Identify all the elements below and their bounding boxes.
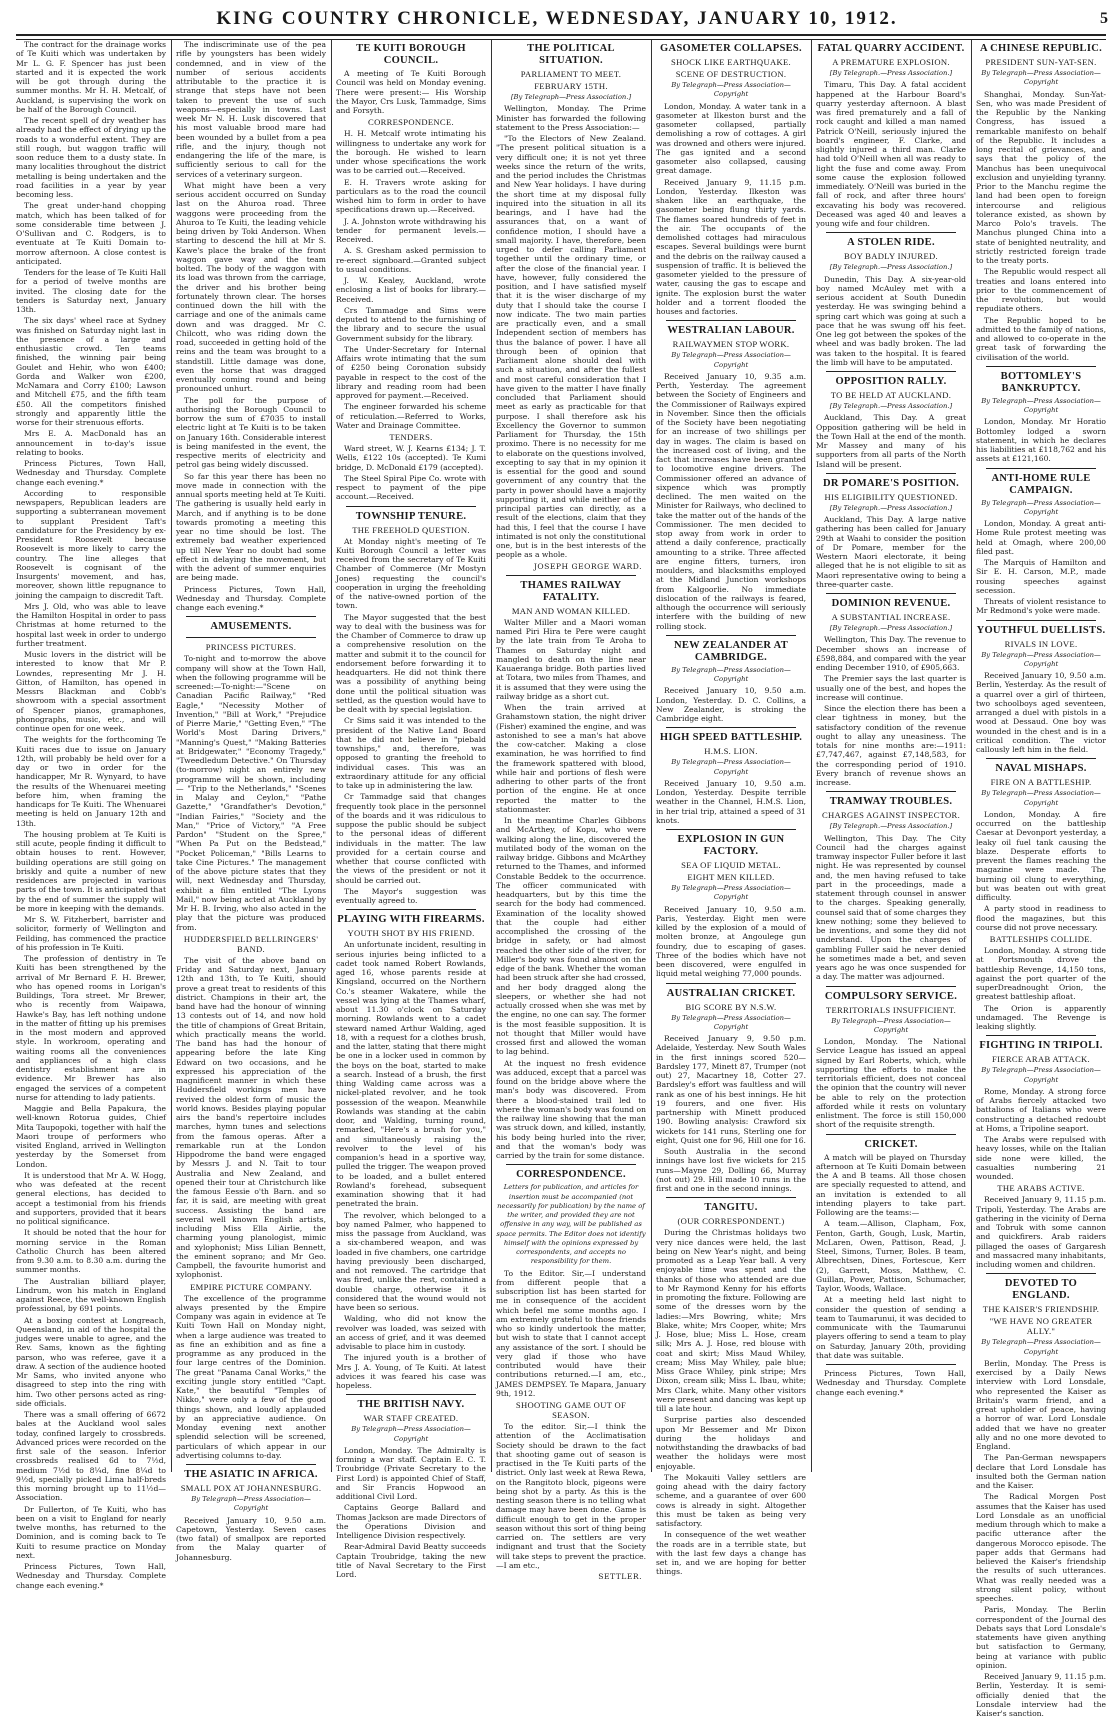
column-3 bbox=[336, 40, 486, 1579]
press-byline: By Telegraph—Press Association—Copyright bbox=[671, 884, 791, 902]
section-rule bbox=[986, 468, 1096, 469]
article-paragraph: The recent spell of dry weather has already had the effect of drying up the roads to a wonderful extent. They are still rough, but waggon traffic will soon reduce them to a dusty state. In many localities throughout the district metalling is being undertaken and the road facilities in a year by year becoming less. bbox=[16, 116, 166, 199]
article-paragraph: E. H. Travers wrote asking for particulars as to the road the council wished him to form in order to have specifications drawn up.—Received. bbox=[336, 177, 486, 215]
section-rule bbox=[506, 1164, 636, 1165]
article-headline: THE ASIATIC IN AFRICA. bbox=[184, 1469, 318, 1480]
article-paragraph: A meeting of Te Kuiti Borough Council was held on Monday evening. There were present:— His Worship the Mayor, Crs Lusk, Tammadge, Sims and Forsyth. bbox=[336, 69, 486, 115]
article-headline: PLAYING WITH FIREARMS. bbox=[337, 914, 485, 926]
article-paragraph: In the meantime Charles Gibbons and McArthey, of Kopu, who were walking along the line, discovered the mutilated body of the woman on the railway bridge. Gibbons and McArthey returned to the Thames, and informed Constable Beddek to the occurrence. The officer communicated with headquarters, but by this time the search for the body had commenced. Examination of the locality showed that the couple had either accomplished the crossing of the bridge in safety, or had almost reached the other side of the river, for Miller's body was found almost on the edge of the bank. Whether the woman had been struck after she had crossed, and her body dragged along the sleepers, or whether she had not actually crossed when she was met by the engine, no one can say. The former is the most feasible supposition. It is not thought that Miller would have crossed first and allowed the woman to lag behind. bbox=[496, 816, 646, 1057]
article-paragraph: It should be noted that the hour for morning service in the Roman Catholic Church has been altered from 9.30 a.m. to 8.30 a.m. during the summer months. bbox=[16, 1228, 166, 1275]
article-headline: TOWNSHIP TENURE. bbox=[355, 510, 467, 522]
article-paragraph: The engineer forwarded his scheme of reticulation.—Referred to Works, Water and Drainage Committee. bbox=[336, 402, 486, 430]
article-paragraph: The excellence of the programme always presented by the Empire Company was again in evidence at Te Kuiti Town Hall on Monday night, when a large audience was treated to as fine an exhibition and as fine a programme as any produced in the four large centres of the Dominion. The great "Panama Canal Works," the exciting jungle story entitled "Capt. Kate," the beautiful "Temples of Nikko," were only a few of the good things shown, and loudly applauded by an appreciative audience. On Monday evening next another splendid selection will be screened, particulars of which appear in our advertising columns to-day. bbox=[176, 1293, 326, 1460]
article-subheadline: TENDERS. bbox=[389, 432, 433, 442]
article-paragraph: Received January 10, 9.35 a.m. Perth, Yesterday. The agreement between the Society of Engineers and the Commissioner of Railways expired in November. Since then the officials of the Society have been negotiating for an increase of two shillings per day in wages. The claim is based on the increased cost of living, and the fact that increases have been granted to locomotive engine drivers. The Commissioner offered an advance of sixpence which was promptly declined. The men waited on the Minister for Railways, who declined to take the matter out of the hands of the Commissioner. The men decided to stop away from work in order to attend a daily conference, practically amounting to a strike. Three affected are engine fitters, turners, iron moulders, and blacksmiths employed at the Midland Junction workshops from Kalgoorlie. No immediate dislocation of the railways is feared, although the occurrence will seriously interfere with the building of new rolling stock. bbox=[656, 371, 806, 631]
article-paragraph: Dunedin, This Day. A six-year-old boy named McAuley met with a serious accident at South Dunedin yesterday. He was swinging behind a spring cart which was going at such a pace that he was swung off his feet. One leg got between the spokes of the wheel and was badly broken. The lad was taken to the hospital. It is feared the limb will have to be amputated. bbox=[816, 274, 966, 367]
article-paragraph: The weights for the forthcoming Te Kuiti races due to issue on January 12th, will probably be held over for a day or two in order for the handicapper, Mr R. Wynyard, to have the results of the Whenuarei meeting before him, when framing the handicaps for Te Kuiti. The Whenuarei meeting is held on January 12th and 13th. bbox=[16, 735, 166, 828]
article-subheadline: FEBRUARY 15TH. bbox=[534, 81, 608, 91]
press-byline: [By Telegraph.—Press Association.] bbox=[829, 503, 953, 512]
column-divider bbox=[651, 40, 652, 1472]
article-paragraph: It is understood that Mr A. W. Hogg, who was defeated at the recent general elections, has decided to accept a testimonial from his friends and supporters, provided that it bears no political significance. bbox=[16, 1170, 166, 1226]
article-paragraph: During the Christmas holidays two very nice dances were held, the last being on New Year's night, and being promoted as a Leap Year ball. A very enjoyable time was spent and the thanks of those who attended are due to Mr Raymond Kenny for his efforts in promoting the fixture. Following are some of the dresses worn by the ladies:—Mrs Bowring, white; Mrs Blake, white; Mrs Cooper, white; Mrs J. Hose, blue; Miss L. Hose, cream silk; Mrs A. J. Hose, red blouse with coat and skirt; Miss Maud Whiley, cream; Miss May Whiley, pale blue; Miss Grace Whiley, pink stripe; Mrs Dixon, cream silk; Miss L. Ibau, white; Mrs Clark, white. Many other visitors were present and dancing was kept up till a late hour. bbox=[656, 1228, 806, 1413]
article-paragraph: When the train arrived at Grahamstown station, the night driver (Fisher) examined the engine, and was astonished to see a man's hat above the cow-catcher. Making a close examination, he was horrified to find the framework spattered with blood, while hair and portions of flesh were adhering to other parts of the front portion of the engine. He at once reported the matter to the stationmaster. bbox=[496, 703, 646, 814]
press-byline: By Telegraph—Press Association—Copyright bbox=[671, 81, 791, 99]
article-paragraph: The Steel Spiral Pipe Co. wrote with respect to payment of the pipe account.—Received. bbox=[336, 473, 486, 502]
article-paragraph: A. S. Gresham asked permission to re-erect signboard.—Granted subject to usual conditions. bbox=[336, 246, 486, 274]
article-paragraph: Received January 10, 9.50 a.m. London, Yesterday. Despite terrible weather in the Channel, H.M.S. Lion, in her trial trip, attained a speed of 31 knots. bbox=[656, 778, 806, 825]
section-rule bbox=[826, 232, 956, 233]
press-byline: [By Telegraph.—Press Association.] bbox=[829, 624, 953, 632]
article-paragraph: Threats of violent resistance to Mr Redmond's yoke were made. bbox=[976, 597, 1106, 616]
article-paragraph: The six days' wheel race at Sydney was finished on Saturday night last in the presence of a large and enthusiastic crowd. Ten teams finished, the winning pair being Goulet and Hehir, who won £400; Gorda and Walker won £200, McNamara and Corry £100; Lawson and Mitchell £75, and the fifth team £50. All the competitors finished strongly and apparently little the worse for their strenuous efforts. bbox=[16, 316, 166, 427]
press-byline: [By Telegraph.—Press Association.] bbox=[829, 69, 953, 77]
column-divider bbox=[811, 40, 812, 1472]
page-number: 5 bbox=[1100, 10, 1108, 27]
article-headline: TE KUITI BOROUGH COUNCIL. bbox=[356, 43, 466, 66]
section-rule bbox=[186, 637, 316, 638]
article-headline: EXPLOSION IN GUN FACTORY. bbox=[677, 834, 785, 857]
article-headline: NEW ZEALANDER AT CAMBRIDGE. bbox=[673, 639, 789, 663]
article-subheadline: SCENE OF DESTRUCTION. bbox=[675, 69, 787, 79]
section-rule bbox=[826, 791, 956, 792]
column-1 bbox=[16, 40, 166, 1590]
article-subheadline: PRESIDENT SUN-YAT-SEN. bbox=[985, 57, 1097, 67]
section-rule bbox=[186, 616, 316, 617]
article-paragraph: What might have been a very serious accident occurred on Sunday last on the Ahuroa road. Three waggons were proceeding from the Ahuroa to Te Kuiti, the leading vehicle being driven by Toki Anderson. When starting to descend the hill at Mr S. Kawe's place the brake of the front waggon gave way and the team bolted. The body of the waggon with its load was thrown from the carriage, the driver and his brother being fortunately thrown clear. The horses continued down the hill with the carriage and one of the animals came down and was dragged. Mr C. Chilcott, who was riding down the road, succeeded in getting hold of the reins and the team was brought to a standstill. Little damage was done, even the horse that was dragged eventually coming round and being pronounced unhurt. bbox=[176, 180, 326, 394]
article-paragraph: So far this year there has been no move made in connection with the annual sports meeting held at Te Kuiti. The gathering is usually held early in March, and if anything is to be done towards promoting a meeting this year no time should be lost. The extremely bad weather experienced up till New Year no doubt had some effect in delaying the movement, but with the advent of summer enquiries are being made. bbox=[176, 471, 326, 583]
article-paragraph: Wellington, This Day. The revenue to December shows an increase of £598,884, and compared with the year ending December 1910, of £905,663. bbox=[816, 635, 966, 672]
section-rule bbox=[986, 1035, 1096, 1036]
article-subheadline: EMPIRE PICTURE COMPANY. bbox=[190, 1281, 312, 1292]
section-rule bbox=[186, 1464, 316, 1465]
article-subheadline: WAR STAFF CREATED. bbox=[363, 1413, 459, 1424]
section-rule bbox=[666, 727, 796, 728]
article-headline: COMPULSORY SERVICE. bbox=[824, 990, 958, 1002]
article-paragraph: The profession of dentistry in Te Kuiti has been strengthened by the arrival of Mr Bernard F. H. Brewer, who has opened rooms in Lorigan's Buildings, Tora street. Mr Brewer, who is recently from Waipawa, Hawke's Bay, has left nothing undone in the matter of fitting up his premises in the most modern and approved style. In workroom, operating and waiting rooms all the conveniences and appliances of a high class dentistry establishment are in evidence. Mr Brewer has also engaged the services of a competent nurse for attending to lady patients. bbox=[16, 954, 166, 1102]
article-headline: HIGH SPEED BATTLESHIP. bbox=[659, 732, 803, 744]
article-paragraph: The Premier says the last quarter is usually one of the best, and hopes the increase will continue. bbox=[816, 674, 966, 702]
article-paragraph: The Republic hoped to be admitted to the family of nations, and allowed to co-operate in the great task of forwarding the civilisation of the world. bbox=[976, 315, 1106, 362]
section-rule bbox=[826, 593, 956, 594]
article-headline: DOMINION REVENUE. bbox=[831, 598, 951, 609]
press-byline: By Telegraph—Press Association—Copyright bbox=[981, 396, 1101, 414]
article-paragraph: London, Monday. Mr Horatio Bottomley lodged a sworn statement, in which he declares his liabilities at £118,762 and his assets at £121,160. bbox=[976, 417, 1106, 464]
article-paragraph: Received January 10, 9.50 a.m. Capetown, Yesterday. Seven cases (two fatal) of smallpox are reported from the Malay quarter of Johannesburg. bbox=[176, 1515, 326, 1562]
article-paragraph: In consequence of the wet weather the roads are in a terrible state, but with the last few days a change has set in, and we are hoping for better things. bbox=[656, 1530, 806, 1577]
article-paragraph: Since the election there has been a clear tightness in money, but the satisfactory condition of the revenue ought to allay any uneasiness. The totals for nine months are:—1911: £7,747,467, against £7,148,583, for the corresponding period of 1910. Every branch of revenue shows an increase. bbox=[816, 704, 966, 787]
article-headline: AUSTRALIAN CRICKET. bbox=[666, 987, 796, 999]
article-paragraph: Princess Pictures, Town Hall, Wednesday and Thursday. Complete change each evening.* bbox=[16, 1562, 166, 1590]
article-paragraph: The Marquis of Hamilton and Sir E. H. Carson, M.P., made rousing speeches against secession. bbox=[976, 558, 1106, 595]
article-paragraph: At a meeting held last night to consider the question of sending a team to Taumarunui, it was decided to communicate with the Taumarunui players offering to send a team to play on Saturday, January 20th, providing that date was suitable. bbox=[816, 1295, 966, 1360]
press-byline: By Telegraph—Press Association—Copyright bbox=[981, 1066, 1101, 1084]
article-paragraph: A match will be played on Thursday afternoon at Te Kuiti Domain between the A and B teams. All those chosen are specially requested to attend, and an invitation is extended to all intending players to take part. Following are the teams:— bbox=[816, 1152, 966, 1217]
article-paragraph: A team.—Allison, Clapham, Fox, Fenton, Garth, Gough, Lusk, Martin, McLaren, Owen, Pattison, Read, J. Steel, Simons, Turner, Boles. B team, Albrechtsen, Dines, Fortescue, Kerr (2), Garrett, Moss, Matthew, C. Guillan, Power, Pattison, Schumacher, Taylor, Woods, Wallace. bbox=[816, 1219, 966, 1293]
press-byline: By Telegraph—Press Association—Copyright bbox=[671, 351, 791, 369]
masthead: KING COUNTRY CHRONICLE, WEDNESDAY, JANUARY 10, 1912. bbox=[216, 8, 898, 29]
article-headline: GASOMETER COLLAPSES. bbox=[660, 43, 802, 54]
article-subheadline: EIGHT MEN KILLED. bbox=[687, 872, 775, 882]
press-byline: By Telegraph—Press Association—Copyright bbox=[671, 758, 791, 776]
article-subheadline: SHOCK LIKE EARTHQUAKE. bbox=[671, 57, 791, 67]
article-subheadline: PRINCESS PICTURES. bbox=[205, 642, 297, 653]
article-paragraph: Paris, Monday. The Berlin correspondent of the Journal des Debats says that Lord Lonsdale's statements have given anything but satisfaction to Germany, being at variance with public opinion. bbox=[976, 1605, 1106, 1670]
article-paragraph: The Mayor's suggestion was eventually agreed to. bbox=[336, 886, 486, 905]
article-paragraph: Timaru, This Day. A fatal accident happened at the Harbour Board's quarry yesterday afternoon. A blast was fired prematurely and a fall of rock caught and killed a man named Patrick O'Neill, seriously injured the board's engineer, F. Clarke, and slightly injured a third man. Clarke had told O'Neill when all was ready to light the fuse and come away. From some cause the explosion followed immediately. O'Neill was buried in the fall of rock, and after three hours' excavating his body was recovered. Deceased was aged 40 and leaves a young wife and four children. bbox=[816, 80, 966, 228]
article-headline: ANTI-HOME RULE CAMPAIGN. bbox=[991, 472, 1091, 496]
column-5 bbox=[656, 40, 806, 1577]
article-paragraph: Received January 10, 9.50 a.m. Paris, Yesterday. Eight men were killed by the explosion of a mould of molten bronze, at Angoulege gun foundry, due to escaping of gases. Three of the bodies which have not been discovered, were engulfed in liquid metal weighing 77,000 pounds. bbox=[656, 904, 806, 979]
column-7 bbox=[976, 40, 1106, 1718]
press-byline: By Telegraph—Press Association—Copyright bbox=[981, 498, 1101, 516]
article-paragraph: The visit of the above band on Friday and Saturday next, January 12th and 13th, to Te Kuiti, should prove a great treat to residents of this district. Champions in their art, the band have had the honour of winning 13 contests out of 14, and now hold the title of champions of Great Britain, which practically means the world. The band has had the honour of appearing before the late King Edward on two occasions, and he expressed his appreciation of the magnificent manner in which these Huddersfield workings men have revived the oldest form of music the world knows. Besides playing popular airs the band's repertoire includes marches, hymn tunes and selections from the famous operas. After a remarkable run at the London Hippodrome the band were engaged by Messrs J. and N. Tait to tour Australia and New Zealand, and opened their tour at Christchurch like the famous Eessie o'th Barn. and so far, it is said, are meeting with great success. Assisting the band are several well known English artists, including Miss Ella Airlie, the charming young planologist, mimic and xylophonist; Miss Lilian Bennett, the eminent soprano; and Mr Geo. Campbell, the favourite humorist and xylophonist. bbox=[176, 955, 326, 1280]
section-rule bbox=[826, 1134, 956, 1135]
article-paragraph: Ward street, W. J. Kearns £134; J. T. Wells, £122 10s (accepted). Te Kumi bridge, D. McDonald £179 (accepted). bbox=[336, 444, 486, 472]
article-paragraph: To the editor. Sir,—I think the attention of the Acclimatisation Society should be drawn to the fact that shooting game out of season is practised in the Te Kuiti parts of the district. Only last week at Rewa Rewa, on the Rangitoto block, pigeons were being shot by a party. As this is the nesting season there is no telling what damage may have been done. Game is difficult enough to get in the proper season without this sort of thing being carried on. The settlers are very indignant and trust that the Society will take steps to prevent the practice.—I am etc., bbox=[496, 1422, 646, 1570]
section-rule bbox=[826, 473, 956, 474]
press-byline: By Telegraph—Press Association—Copyright bbox=[831, 1016, 951, 1034]
article-headline: OPPOSITION RALLY. bbox=[835, 376, 947, 387]
article-paragraph: The injured youth is a brother of Mrs J. A. Young, of Te Kuiti. At latest advices it was feared his case was hopeless. bbox=[336, 1353, 486, 1390]
press-byline: Letters for publication, and articles for insertion must be accompanied (not necessarily for publication) by the name of the writer, and provided they are not offensive in any way, will be published as space permits. The Editor does not identify himself with the opinions expressed by correspondents, and accepts no responsibility for them. bbox=[496, 1183, 646, 1266]
article-paragraph: "To the Electors of New Zealand. "The present political situation is a very difficult one; it is not yet three weeks since the return of the writs, and the period includes the Christmas and New Year holidays. I have during the short time at my disposal fully inquired into the situation in all its bearings, and I have had the assurances that, on a want of confidence motion, I should have a small majority. I have, therefore, been urged to defer calling Parliament together until the ordinary time, or after the close of the financial year. I have, however, fully considered the position, and I have satisfied myself that it is the wiser discharge of my duty that I should take the course I now indicate. The two main parties are practically even, and a small Independent section of members has thus the balance of power. I have all through been of opinion that Parliament alone should deal with such a situation, and after the fullest and most careful consideration that I have given to the matter I have finally concluded that Parliament should meet as early as practicable for that purpose. I shall therefore ask his Excellency the Governor to summon Parliament for Thursday, the 15th proximo. There is no necessity for me to elaborate on the questions involved, excepting to say that in my opinion it is essential for the good and sound government of any country that the party in power should have a majority supporting it, and while neither of the principal parties can directly, as a result of the elections, claim that they had this, I feel that the course I have intimated is not only the constitutional one, but is in the best interests of the people as a whole. bbox=[496, 134, 646, 560]
section-rule bbox=[826, 371, 956, 372]
article-paragraph: An unfortunate incident, resulting in serious injuries being inflicted to a cadet took named Robert Rowlands, aged 16, whose parents reside at Kingsland, occurred on the Northern Co.'s steamer Wakatere, while the vessel was lying at the Thames wharf, about 11.30 o'clock on Saturday morning. Rowlands went to a cadet steward named Arthur Walding, aged 18, with a request for a clothes brush, and the latter, stating that there might be one in a locker used in common by the boys on the boat, started to make a search. Instead of a brush, the first thing Walding came across was a nickel-plated revolver, and he took possession of the weapon. Meanwhile Rowlands was standing at the cabin door, and Walding, turning round, remarked, "Here's a brush for you," and simultaneously raising the revolver to the level of his companion's head in a sportive way, pulled the trigger. The weapon proved to be loaded, and a bullet entered Rowland's forehead, subsequent examination showing that it had penetrated the brain. bbox=[336, 940, 486, 1209]
article-subheadline: H.M.S. LION. bbox=[704, 746, 758, 757]
article-paragraph: Received January 9, 11.15 p.m. Berlin, Yesterday. It is semi-officially denied that the Lonsdale interview had the Kaiser's sanction. bbox=[976, 1672, 1106, 1718]
article-paragraph: Princess Pictures, Town Hall, Wednesday and Thursday. Complete change each evening.* bbox=[16, 459, 166, 487]
article-paragraph: The Under-Secretary for Internal Affairs wrote intimating that the sum of £250 being Coronation subsidy payable in respect to the cost of the library and reading room had been approved for payment.—Received. bbox=[336, 344, 486, 400]
article-subheadline: A PREMATURE EXPLOSION. bbox=[832, 57, 950, 67]
article-paragraph: Walding, who did not know the revolver was loaded, was seized with an access of grief, and it was deemed advisable to place him in custody. bbox=[336, 1314, 486, 1351]
article-paragraph: Cr Tammadge said that changes frequently took place in the personnel of the boards and it was ridiculous to suppose the public should be subject to the personal ideas of different individuals in the matter. The law provided for a certain course and whether that course conflicted with the views of the president or not it should be carried out. bbox=[336, 792, 486, 885]
article-paragraph: Wellington, This Day. The City Council had the charges against tramway inspector Fuller before it last night. He was represented by counsel and, the men having refused to take part in the proceedings, made a statement through counsel in answer to the charges. Speaking generally, counsel said that of some charges they knew nothing; some they believed to be inventions, and some they did not understand. Upon the charges of gambling Fuller said he never denied he sometimes made a bet, and seven years ago he was once suspended for a day. The matter was adjourned. bbox=[816, 833, 966, 982]
article-paragraph: The poll for the purpose of authorising the Borough Council to borrow the sum of £7035 to install electric light at Te Kuiti is to be taken on January 16th. Considerable interest is being manifested in the event, the respective merits of electricity and petrol gas being widely discussed. bbox=[176, 395, 326, 470]
article-paragraph: Dr Fullerton, of Te Kuiti, who has been on a visit to England for nearly twelve months, has returned to the Dominion, and is coming back to Te Kuiti to resume practice on Monday next. bbox=[16, 1504, 166, 1560]
section-rule bbox=[826, 986, 956, 987]
article-subheadline: SMALL POX AT JOHANNESBURG. bbox=[180, 1483, 322, 1493]
article-paragraph: Berlin, Monday. The Press is exercised by a Daily News interview with Lord Lonsdale, who represented the Kaiser as Britain's warm friend, and a great upholder of peace, having a horror of war. Lord Lonsdale added that we have no greater ally and no one more devoted to England. bbox=[976, 1358, 1106, 1451]
article-subheadline: (OUR CORRESPONDENT.) bbox=[677, 1216, 785, 1227]
article-paragraph: Tenders for the lease of Te Kuiti Hall for a period of twelve months are invited. The closing date for the tenders is Saturday next, January 13th. bbox=[16, 268, 166, 314]
article-subheadline: HUDDERSFIELD BELLRINGERS' BAND. bbox=[183, 933, 319, 954]
article-paragraph: Crs Tammadge and Sims were deputed to attend to the furnishing of the library and to secure the usual Government subsidy for the library. bbox=[336, 305, 486, 343]
press-byline: By Telegraph—Press Association—Copyright bbox=[981, 1338, 1101, 1356]
article-subheadline: HIS ELIGIBILITY QUESTIONED. bbox=[824, 491, 958, 502]
article-subheadline: CORRESPONDENCE. bbox=[368, 117, 454, 128]
article-paragraph: To the Editor. Sir,—I understand from different people that a subscription list has been started for me in consequence of the accident which befel me some months ago. I am extremely grateful to those friends who so kindly undertook the matter, but wish to state that I cannot accept any assistance of the sort. I should be very glad if those who have contributed would have their contributions returned.—I am, etc., JAMES DEMPSEY. Te Mapara, January 9th, 1912. bbox=[496, 1268, 646, 1398]
article-headline: YOUTHFUL DUELLISTS. bbox=[976, 624, 1106, 636]
article-paragraph: London, Monday. The National Service League has issued an appeal signed by Earl Roberts, which, while supporting the efforts to make the territorials efficient, does not conceal the opinion that the country will never be able to rely on the protection afforded while it rests on voluntary enlistment. The force is still 150,000 short of the requisite strength. bbox=[816, 1037, 966, 1130]
section-rule bbox=[826, 1364, 956, 1365]
article-headline: AMUSEMENTS. bbox=[210, 621, 292, 633]
article-paragraph: London, Monday. A fire occurred on the battleship Caesar at Devonport yesterday, a leaky oil fuel tank causing the blaze. Desperate efforts to prevent the flames reaching the magazine were made. The burning oil clung to everything, but was beaten out with great difficulty. bbox=[976, 809, 1106, 902]
column-divider bbox=[491, 40, 492, 1472]
article-paragraph: London, Monday. A water tank in a gasometer at Ilkeston burst and the gasometer collapsed, partially demolishing a row of cottages. A girl was drowned and others were injured. The gas ignited and a second gasometer also collapsed, causing great damage. bbox=[656, 101, 806, 176]
article-paragraph: The Radical Morgen Post assumes that the Kaiser has used Lord Lonsdale as an unofficial medium through which to make a pacific utterance after the dangerous Morocco episode. The paper adds that Germans had believed the Kaiser's friendship the results of such utterances. What was really needed was a strong silent policy, without speeches. bbox=[976, 1492, 1106, 1603]
article-headline: THAMES RAILWAY FATALITY. bbox=[520, 579, 622, 603]
column-divider bbox=[971, 40, 972, 1472]
article-headline: A CHINESE REPUBLIC. bbox=[979, 43, 1103, 54]
article-paragraph: The contract for the drainage works of Te Kuiti which was undertaken by Mr L. G. F. Spencer has just been started and it is expected the work will be got through during the summer months. Mr H. H. Metcalf, of Auckland, is supervising the work on be half of the Borough Council. bbox=[16, 40, 166, 114]
article-subheadline: THE ARABS ACTIVE. bbox=[997, 1183, 1085, 1194]
article-subheadline: TERRITORIALS INSUFFICIENT. bbox=[825, 1004, 957, 1015]
article-paragraph: Maggie and Bella Papakura, the well-known Rotorua guides, Chief Mita Taupopoki, together with half the Maori troupe of performers who visited England, arrived in Wellington yesterday by the Somerset from London. bbox=[16, 1104, 166, 1169]
article-headline: THE BRITISH NAVY. bbox=[357, 1399, 465, 1411]
article-headline: DEVOTED TO ENGLAND. bbox=[1004, 1278, 1078, 1302]
article-subheadline: PARLIAMENT TO MEET. bbox=[520, 69, 622, 79]
article-signature: SETTLER. bbox=[598, 1572, 642, 1581]
article-subheadline: CHARGES AGAINST INSPECTOR. bbox=[821, 810, 961, 821]
article-paragraph: Rear-Admiral David Beatty succeeds Captain Troubridge, taking the new title of Naval Secretary to the First Lord. bbox=[336, 1542, 486, 1579]
section-rule bbox=[986, 1273, 1096, 1274]
article-paragraph: Walter Miller and a Maori woman named Piri Hira te Pere were caught by the late train from Te Aroha to Thames on Saturday night and mangled to death on the line near Kauaeranga bridge. Both parties lived at Totara, two miles from Thames, and it is assumed that they were using the railway bridge as a short cut. bbox=[496, 617, 646, 701]
article-paragraph: At a boxing contest at Longreach, Queensland, in aid of the hospital the judges were unable to agree, and the Rev. Sams, known as the fighting parson, who was referee, gave it a draw. A section of the audience hooted Mr Sams, who invited anyone who disagreed to step into the ring with him. Two other persons acted as ring-side officials. bbox=[16, 1315, 166, 1408]
section-rule bbox=[666, 1197, 796, 1198]
article-paragraph: Auckland, This Day. A large native gathering has been called for January 29th at Waahi to consider the position of Dr Pomare, member for the Western Maori electorate, it being alleged that he is not eligible to sit as Maori representative owing to being a three-quarter caste. bbox=[816, 515, 966, 589]
article-paragraph: There was a small offering of 6672 bales at the Auckland wool sales today, confined largely to crossbreds. Advanced prices were recorded on the first sale of the season. Inferior crossbreds realised 6d to 7½d, medium 7½d to 8¼d, fine 8¼d to 9½d, specially picked Lima half-breds this morning brought up to 11½d—Association. bbox=[16, 1410, 166, 1503]
article-paragraph: The Orion is apparently undamaged. The Revenge is leaking slightly. bbox=[976, 1003, 1106, 1031]
article-subheadline: BIG SCORE BY N.S.W. bbox=[685, 1001, 777, 1012]
article-subheadline: MAN AND WOMAN KILLED. bbox=[511, 605, 631, 616]
article-headline: A STOLEN RIDE. bbox=[847, 237, 935, 249]
article-paragraph: Princess Pictures, Town Hall, Wednesday and Thursday. Complete change each evening.* bbox=[816, 1369, 966, 1397]
article-headline: NAVAL MISHAPS. bbox=[995, 763, 1087, 775]
press-byline: By Telegraph—Press Association—Copyright bbox=[981, 69, 1101, 87]
article-paragraph: Auckland, This Day. A great Opposition gathering will be held in the Town Hall at the end of the month. Mr Massey and many of his supporters from all parts of the North Island will be present. bbox=[816, 413, 966, 469]
article-paragraph: According to responsible newspapers, Republican leaders are supporting a subterranean movement to supplant President Taft's candidature for the Presidency by ex-President Roosevelt because Roosevelt is more likely to carry the country. The line alleges that Roosevelt is cognisant of the Insurgents' movement, and has, moreover, shown little repugnance to joining the campaign to discredit Taft. bbox=[16, 488, 166, 600]
article-paragraph: Shanghai, Monday. Sun-Yat-Sen, who was made President of the Republic by the Nanking Congress, has issued a remarkable manifesto on behalf of the Republic. It includes a long recital of grievances, and says that the policy of the Manchus has been unequivocal exclusion and unyielding tyranny. Prior to the Manchu regime the land had been open to foreign intercourse and religious tolerance existed, as shown by Marco Polo's travels. The Manchus plunged China into a state of benighted neutrality, and strictly restricted foreign trade to the treaty ports. bbox=[976, 89, 1106, 265]
section-rule bbox=[986, 366, 1096, 367]
column-divider bbox=[331, 40, 332, 1472]
article-paragraph: The indiscriminate use of the pea rifle by youngsters has been widely condemned, and in view of the number of serious accidents attributable to the practice it is strange that steps have not been taken to prevent the use of such weapons—especially in towns. Last week Mr N. H. Lusk discovered that his most valuable brood mare had been wounded by a bullet from a pea rifle, and the injury, though not endangering the life of the mare, is sufficiently serious to call for the services of a veterinary surgeon. bbox=[176, 40, 326, 179]
column-6 bbox=[816, 40, 966, 1472]
article-paragraph: To-night and to-morrow the above company will show at the Town Hall, when the following programme will be screened:—To-night:—"Scene on Canadian Pacific Railway," "Red Eagle," "Necessity Mother of Invention," "Bill at Work," "Prejudice of Pierre Marie," "Getting Even," "The World's Most Daring Drivers," "Manning's Quest," "Making Batteries at Bridgewater," "Economy Tragedy," "Tweedledum Detective." On Thursday (to-morrow) night an entirely new programme will be shown, including — "Trip to the Netherlands," "Scenes in Malay and Ceylon," "Pathe Gazette," "Grandfather's Devotion," "Indian Fairies," "Society and the Man," "Price of Victory," "A Free Pardon" "Student on the Spree," "When Pa Put on the Bedstead," "Pocket Policeman," "Bills Learns to take Cine Pictures." The management of the above picture states that they will, next Wednesday and Thursday, exhibit a film entitled "The Lyons Mail," now being acted at Auckland by Mr H. B. Irving, who also acted in the play that the picture was produced from. bbox=[176, 654, 326, 932]
article-paragraph: Received January 9, 11.15 p.m. London, Yesterday. Ilkeston was shaken like an earthquake, the gasometer being flung thirty yards. The flames soared hundreds of feet in the air. The occupants of the demolished cottages had miraculous escapes. Several buildings were burnt and the debris on the railway caused a suspension of traffic. It is believed the gasometer yielded to the pressure of water, causing the gas to escape and ignite. The explosion burst the water holder and a torrent flooded the houses and factories. bbox=[656, 177, 806, 316]
article-paragraph: At Monday night's meeting of Te Kuiti Borough Council a letter was received from the secretary of Te Kuiti Chamber of Commerce (Mr Mostyn Jones) requesting the council's cooperation in urging the freeholding of the native-owned portion of the town. bbox=[336, 536, 486, 611]
article-paragraph: At the inquest no fresh evidence was adduced, except that a parcel was found on the bridge above where the man's body was discovered. From there a blood-stained trail led to where the woman's body was found on the railway line showing that the man was struck down, and killed, instantly, his body being hurled into the river, and that the woman's body was carried by the train for some distance. bbox=[496, 1058, 646, 1160]
article-subheadline: THE FREEHOLD QUESTION. bbox=[352, 524, 470, 535]
article-paragraph: South Australia in the second innings have lost five wickets for 215 runs—Mayne 29, Dolling 66, Murray (not out) 29. Hill made 10 runs in the first and one in the second innings. bbox=[656, 1147, 806, 1193]
article-paragraph: The Australian billiard player, Lindrum, won his match in England against Reece, the well-known English professional, by 691 points. bbox=[16, 1276, 166, 1314]
article-paragraph: London, Monday. A great anti-Home Rule protest meeting was held at Omagh, where 200,00 filed past. bbox=[976, 519, 1106, 556]
article-subheadline: A SUBSTANTIAL INCREASE. bbox=[831, 612, 951, 622]
section-rule bbox=[986, 620, 1096, 621]
article-subheadline: FIERCE ARAB ATTACK. bbox=[992, 1054, 1090, 1065]
section-rule bbox=[346, 506, 476, 507]
section-rule bbox=[506, 575, 636, 576]
section-rule bbox=[346, 909, 476, 910]
article-paragraph: Rome, Monday. A strong force of Arabs fiercely attacked two battalions of Italians who were constructing a detached redoubt at Homs, a Tripoline seaport. bbox=[976, 1086, 1106, 1133]
press-byline: By Telegraph—Press Association—Copyright bbox=[351, 1425, 471, 1443]
column-4 bbox=[496, 40, 646, 1581]
article-paragraph: The Pan-German newspapers declare that Lord Lonsdale has insulted both the German nation and the Kaiser. bbox=[976, 1453, 1106, 1490]
article-paragraph: Received January 9, 9.50 p.m. Adelaide, Yesterday. New South Wales in the first innings scored 520—Bardsley 177, Minett 87, Trumper (not out) 27, Macartney 18, Cotter 27. Bardsley's effort was faultless and will rank as one of his best innings. He hit 19 fourers, and one fiver. His partnership with Minett produced 190. Bowling analysis: Crawford six wickets for 141 runs, Sterling one for eight, Quist one for 96, Hill one for 16. bbox=[656, 1034, 806, 1145]
article-paragraph: The housing problem at Te Kuiti is still acute, people finding it difficult to obtain houses to rent. However, building operations are still going on briskly and quite a number of new residences are projected in various parts of the town. It is anticipated that by the end of summer the supply will be more in keeping with the demands. bbox=[16, 829, 166, 913]
article-paragraph: Mrs E. A. MacDonald has an announcement in to-day's issue relating to books. bbox=[16, 429, 166, 457]
article-headline: CRICKET. bbox=[864, 1138, 918, 1150]
article-headline: TRAMWAY TROUBLES. bbox=[829, 796, 953, 808]
article-paragraph: The Arabs were repulsed with heavy losses, while on the Italian side none were killed, the casualties numbering 21 wounded. bbox=[976, 1135, 1106, 1181]
article-subheadline: BATTLESHIPS COLLIDE. bbox=[989, 934, 1093, 944]
article-subheadline: SEA OF LIQUID METAL. bbox=[681, 860, 781, 870]
column-divider bbox=[171, 40, 172, 1472]
article-subheadline: YOUTH SHOT BY HIS FRIEND. bbox=[347, 928, 475, 939]
article-paragraph: Mrs J. Old, who was able to leave the Hamilton Hospital in order to pass Christmas at home returned to the hospital last week in order to undergo further treatment. bbox=[16, 601, 166, 648]
article-paragraph: London, Monday. A strong tide at Portsmouth drove the battleship Revenge, 14,150 tons, against the port quarter of the superDreadnought Orion, the greatest battleship afloat. bbox=[976, 946, 1106, 1002]
section-rule bbox=[346, 1394, 476, 1395]
article-paragraph: The revolver, which belonged to a boy named Palmer, who happened to miss the passage from Auckland, was a six-chambered weapon, and was loaded in five chambers, one cartridge having previously been discharged, and not removed. The cartridge that was fired, unlike the rest, contained a double charge, otherwise it is considered that the wound would not have been so serious. bbox=[336, 1210, 486, 1312]
article-subheadline: THE KAISER'S FRIENDSHIP. bbox=[982, 1304, 1100, 1315]
article-paragraph: H. H. Metcalf wrote intimating his willingness to undertake any work for the borough. He wished to learn under whose specifications the work was to be carried out.—Received. bbox=[336, 129, 486, 176]
article-headline: THE POLITICAL SITUATION. bbox=[527, 43, 615, 66]
article-paragraph: Received January 10, 9.50 a.m. London, Yesterday. D. C. Collins, a New Zealander, is stroking the Cambridge eight. bbox=[656, 686, 806, 723]
press-byline: By Telegraph—Press Association—Copyright bbox=[191, 1495, 311, 1513]
press-byline: By Telegraph—Press Association—Copyright bbox=[671, 665, 791, 683]
article-paragraph: Music lovers in the district will be interested to know that Mr P. Lowndes, representing Mr J. H. Gitton, of Hamilton, has opened in Messrs Blackman and Cobb's showroom with a special assortment of Spencer pianos, gramaphones, phonographs, music, etc., and will continue open for one week. bbox=[16, 650, 166, 733]
press-byline: [By Telegraph.—Press Association.] bbox=[829, 402, 953, 410]
article-headline: FATAL QUARRY ACCIDENT. bbox=[817, 43, 965, 54]
article-paragraph: Wellington, Monday. The Prime Minister has forwarded the following statement to the Press Association:— bbox=[496, 104, 646, 132]
article-headline: TANGITU. bbox=[704, 1202, 758, 1214]
section-rule bbox=[666, 983, 796, 984]
press-byline: By Telegraph—Press Association—Copyright bbox=[671, 1013, 791, 1031]
article-paragraph: Surprise parties also descended upon Mr Bessemer and Mr Dixon during the holidays and notwithstanding the drawbacks of bad weather the holidays were most enjoyable. bbox=[656, 1415, 806, 1471]
article-headline: FIGHTING IN TRIPOLI. bbox=[979, 1040, 1103, 1052]
press-byline: [By Telegraph—Press Association.] bbox=[510, 93, 632, 101]
article-headline: BOTTOMLEY'S BANKRUPTCY. bbox=[1000, 370, 1082, 394]
article-subheadline: SHOOTING GAME OUT OF SEASON. bbox=[515, 1400, 627, 1420]
newspaper-columns bbox=[16, 40, 1106, 1718]
article-paragraph: A party stood in readiness to flood the magazines, but this course did not prove necessary. bbox=[976, 904, 1106, 932]
article-paragraph: J. W. Kealey, Auckland, wrote enclosing a list of books for library.—Received. bbox=[336, 276, 486, 304]
press-byline: [By Telegraph.—Press Association.] bbox=[829, 822, 953, 831]
article-signature: JOSEPH GEORGE WARD. bbox=[533, 561, 642, 571]
article-paragraph: London, Monday. The Admiralty is forming a war staff. Captain E. C. T. Troubridge (Private Secretary to the First Lord) is appointed Chief of Staff, and Sir Francis Hopwood an additional Civil Lord. bbox=[336, 1445, 486, 1501]
press-byline: By Telegraph—Press Association—Copyright bbox=[981, 789, 1101, 807]
article-paragraph: Princess Pictures, Town Hall, Wednesday and Thursday. Complete change each evening.* bbox=[176, 584, 326, 612]
article-paragraph: Mr S. W. Fitzherbert, barrister and solicitor, formerly of Wellington and Feilding, has commenced the practice of his profession in Te Kuiti. bbox=[16, 915, 166, 952]
column-2 bbox=[176, 40, 326, 1562]
article-headline: DR POMARE'S POSITION. bbox=[822, 477, 960, 489]
article-paragraph: The Mokauiti Valley settlers are going ahead with the dairy factory scheme, and a guarantee of over 600 cows is already in sight. Altogether this must be taken as being very satisfactory. bbox=[656, 1472, 806, 1528]
press-byline: By Telegraph—Press Association—Copyright bbox=[981, 650, 1101, 668]
article-headline: WESTRALIAN LABOUR. bbox=[667, 325, 795, 337]
article-subheadline: TO BE HELD AT AUCKLAND. bbox=[830, 390, 952, 400]
section-rule bbox=[666, 829, 796, 830]
article-paragraph: The great under-hand chopping match, which has been talked of for some considerable time between J. O'Sullivan and C. Rodgers, is to eventuate at Te Kuiti Domain to-morrow afternoon. A close contest is anticipated. bbox=[16, 201, 166, 266]
article-paragraph: Received January 10, 9.50 a.m. Berlin, Yesterday. As the result of a quarrel over a girl of thirteen, two schoolboys aged seventeen, arranged a duel with pistols in a wood at Dessaud. One boy was wounded in the chest and is in a critical condition. The victor callously left him in the field. bbox=[976, 671, 1106, 754]
article-paragraph: J. A. Johnston wrote withdrawing his tender for permanent levels.—Received. bbox=[336, 216, 486, 244]
press-byline: [By Telegraph.—Press Association.] bbox=[829, 263, 953, 272]
article-paragraph: The Mayor suggested that the best way to deal with the business was for the Chamber of Commerce to draw up a comprehensive resolution on the matter and submit it to the council for endorsement before forwarding it to headquarters. He did not think there was a possibility of anything being done until the political situation was settled, as the question would have to be dealt with by special legislation. bbox=[336, 612, 486, 714]
article-subheadline: RAILWAYMEN STOP WORK. bbox=[672, 339, 790, 350]
article-paragraph: Captains George Ballard and Thomas Jackson are made Directors of the Operations Division and Intelligence Division respectively. bbox=[336, 1503, 486, 1540]
section-rule bbox=[666, 320, 796, 321]
article-paragraph: The Republic would respect all treaties and loans entered into prior to the commencement of the revolution, but would repudiate others. bbox=[976, 267, 1106, 314]
article-subheadline: FIRE ON A BATTLESHIP. bbox=[990, 777, 1092, 788]
section-rule bbox=[986, 758, 1096, 759]
article-subheadline: "WE HAVE NO GREATER ALLY." bbox=[989, 1316, 1093, 1337]
article-headline: CORRESPONDENCE. bbox=[516, 1169, 626, 1181]
article-subheadline: BOY BADLY INJURED. bbox=[844, 251, 938, 262]
article-paragraph: Received January 9, 11.15 p.m. Tripoli, Yesterday. The Arabs are gathering in the vicinity of Derna and Tobruk with some cannon and quickfirers. Arab raiders pillaged the oases of Gargaresh and massacred many inhabitants, including women and children. bbox=[976, 1195, 1106, 1269]
section-rule bbox=[666, 635, 796, 636]
article-subheadline: RIVALS IN LOVE. bbox=[1004, 638, 1078, 649]
article-paragraph: Cr Sims said it was intended to the president of the Native Land Board that he did not believe in "piebald townships," and, therefore, was opposed to granting the freehold to individual cases. This was an extraordinary attitude for any official to take up in administering the law. bbox=[336, 716, 486, 790]
